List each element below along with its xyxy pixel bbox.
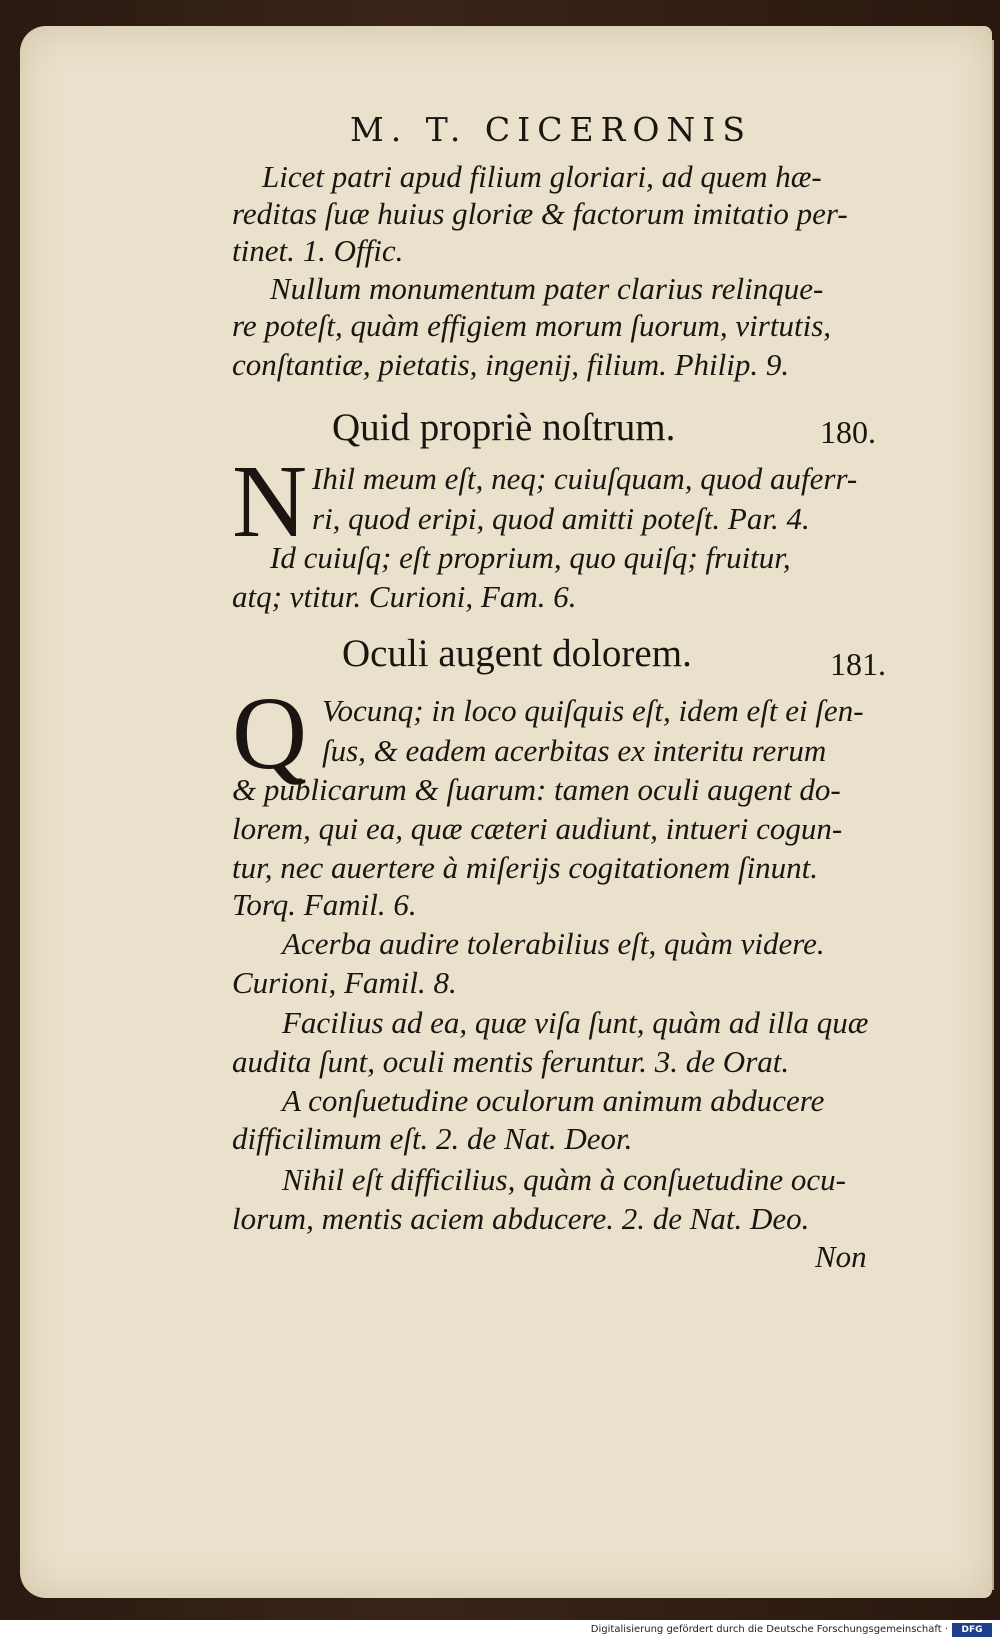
- text-line: Ihil meum eſt, neq; cuiuſquam, quod auferr-: [312, 461, 858, 496]
- text-line: ri, quod eripi, quod amitti poteſt. Par. 4.: [312, 501, 810, 536]
- text-line: audita ſunt, oculi mentis feruntur. 3. de Orat.: [232, 1044, 790, 1079]
- text-line: ſus, & eadem acerbitas ex interitu rerum: [322, 733, 827, 768]
- catchword: Non: [815, 1239, 867, 1274]
- text-line: Nullum monumentum pater clarius relinque-: [270, 271, 824, 306]
- text-line: difficilimum eſt. 2. de Nat. Deor.: [232, 1121, 633, 1156]
- drop-initial: Q: [232, 676, 308, 791]
- footer-credit: Digitalisierung gefördert durch die Deutsche Forschungsgemeinschaft ·: [590, 1624, 948, 1635]
- running-head: M. T. CICERONIS: [350, 110, 752, 149]
- text-line: Curioni, Famil. 8.: [232, 965, 457, 1000]
- section-number: 180.: [820, 414, 876, 450]
- text-line: reditas ſuæ huius gloriæ & factorum imitatio per-: [232, 196, 848, 231]
- text-line: conſtantiæ, pietatis, ingenij, filium. Philip. 9.: [232, 347, 790, 382]
- text-line: Licet patri apud filium gloriari, ad quem hæ-: [262, 159, 822, 194]
- text-line: Id cuiuſq; eſt proprium, quo quiſq; fruitur,: [270, 540, 791, 575]
- text-line: tinet. 1. Offic.: [232, 233, 404, 268]
- text-line: A conſuetudine oculorum animum abducere: [282, 1083, 825, 1118]
- text-line: & publicarum & ſuarum: tamen oculi augent do-: [232, 772, 841, 807]
- text-line: Nihil eſt difficilius, quàm à conſuetudine ocu-: [282, 1162, 846, 1197]
- text-line: tur, nec auertere à miſerijs cogitationem ſinunt.: [232, 850, 819, 885]
- dfg-logo-icon[interactable]: DFG: [952, 1623, 992, 1637]
- text-line: atq; vtitur. Curioni, Fam. 6.: [232, 579, 577, 614]
- text-line: lorum, mentis aciem abducere. 2. de Nat. Deo.: [232, 1201, 810, 1236]
- drop-initial: N: [232, 444, 308, 559]
- text-line: Torq. Famil. 6.: [232, 887, 417, 922]
- section-heading: Oculi augent dolorem.: [342, 632, 692, 675]
- text-line: re poteſt, quàm effigiem morum ſuorum, virtutis,: [232, 308, 832, 343]
- text-line: lorem, qui ea, quæ cæteri audiunt, intueri cogun-: [232, 811, 843, 846]
- text-line: Acerba audire tolerabilius eſt, quàm videre.: [282, 926, 825, 961]
- text-line: Vocunq; in loco quiſquis eſt, idem eſt ei ſen-: [322, 693, 864, 728]
- section-number: 181.: [830, 646, 886, 682]
- text-line: Facilius ad ea, quæ viſa ſunt, quàm ad illa quæ: [282, 1005, 869, 1040]
- section-heading: Quid propriè noſtrum.: [332, 406, 676, 449]
